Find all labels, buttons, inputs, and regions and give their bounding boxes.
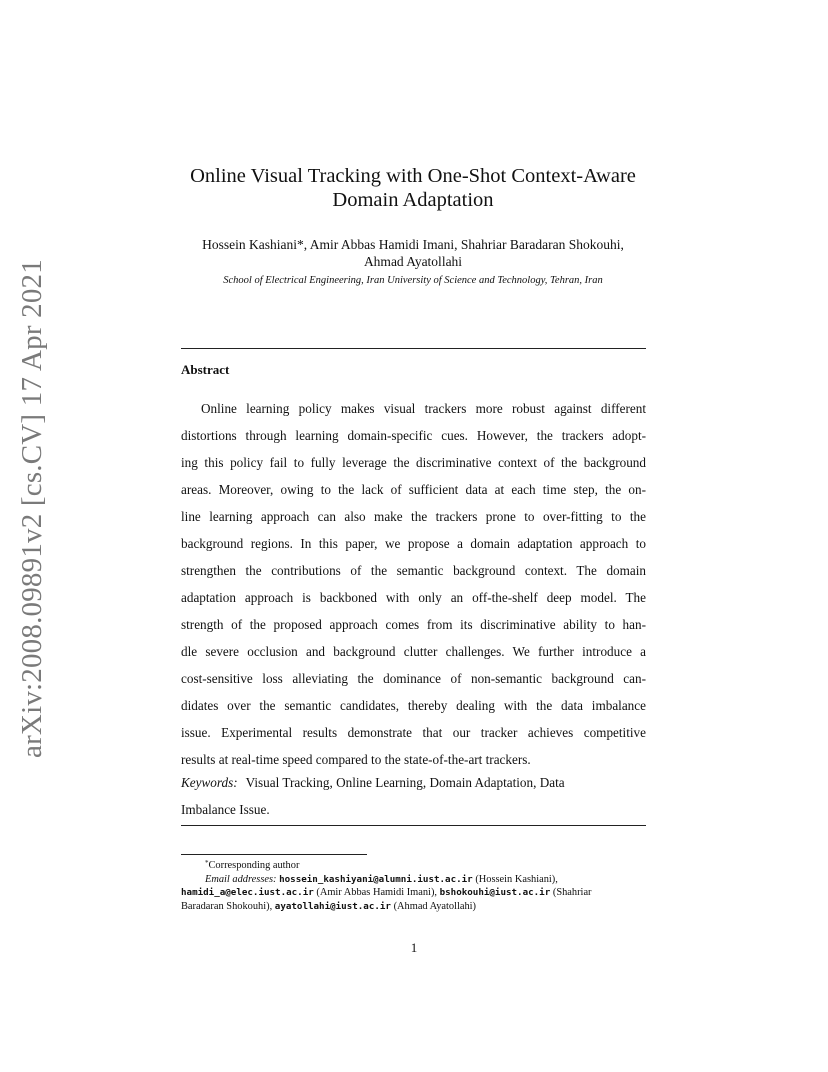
title-line: Online Visual Tracking with One-Shot Context-Aware xyxy=(190,165,636,187)
email-address[interactable]: ayatollahi@iust.ac.ir xyxy=(274,900,391,912)
footnotes xyxy=(181,857,646,913)
keywords-text: Visual Tracking, Online Learning, Domain Adaptation, Data xyxy=(245,775,565,790)
keywords-line xyxy=(181,769,646,796)
email-address[interactable]: bshokouhi@iust.ac.ir xyxy=(439,887,551,898)
email-owner: Baradaran Shokouhi), xyxy=(181,900,273,912)
abstract-bottom-rule xyxy=(181,825,646,826)
keywords-line: Imbalance Issue. xyxy=(181,802,270,817)
abstract-line: issue. Experimental results demonstrate that our tracker achieves competitive xyxy=(181,725,646,740)
keywords-label: Keywords: xyxy=(181,775,238,790)
email-line xyxy=(181,900,646,914)
keywords xyxy=(181,769,646,823)
abstract-line: results at real-time speed compared to the state-of-the-art trackers. xyxy=(181,752,531,767)
abstract-line: didates over the semantic candidates, thereby dealing with the data imbalance xyxy=(181,698,646,713)
corresponding-author-note xyxy=(181,857,646,873)
author-line: Ahmad Ayatollahi xyxy=(363,254,463,269)
abstract-heading: Abstract xyxy=(181,362,230,377)
email-owner: (Shahriar xyxy=(552,887,592,898)
abstract-line: Online learning policy makes visual trackers more robust against different xyxy=(201,401,646,416)
abstract-body xyxy=(181,395,646,773)
abstract-line: strength of the proposed approach comes from its discriminative ability to han- xyxy=(181,617,646,632)
email-line xyxy=(181,886,646,900)
footnote-mark: * xyxy=(205,859,209,867)
arxiv-identifier-stamp: arXiv:2008.09891v2 [cs.CV] 17 Apr 2021 xyxy=(16,259,48,758)
email-owner: (Hossein Kashiani), xyxy=(475,873,558,885)
author-list xyxy=(140,236,686,270)
abstract-line: line learning approach can also make the trackers prone to over-fitting to the xyxy=(181,509,646,524)
paper-title xyxy=(140,164,686,212)
email-address[interactable]: hossein_kashiyani@alumni.iust.ac.ir xyxy=(279,873,473,885)
page-number: 1 xyxy=(410,940,418,955)
corresponding-author-text: Corresponding author xyxy=(208,860,300,871)
title-line: Domain Adaptation xyxy=(332,189,494,211)
affiliation: School of Electrical Engineering, Iran University of Science and Technology, Tehran, Iran xyxy=(223,275,603,286)
abstract-line: adaptation approach is backboned with only an off-the-shelf deep model. The xyxy=(181,590,646,605)
footnote-rule xyxy=(181,854,367,855)
email-owner: (Ahmad Ayatollahi) xyxy=(393,900,477,912)
abstract-top-rule xyxy=(181,348,646,349)
abstract-line: distortions through learning domain-specific cues. However, the trackers adopt- xyxy=(181,428,646,443)
author-line: Hossein Kashiani*, Amir Abbas Hamidi Imani, Shahriar Baradaran Shokouhi, xyxy=(202,237,624,252)
abstract-line: dle severe occlusion and background clutter challenges. We further introduce a xyxy=(181,644,646,659)
abstract-line: strengthen the contributions of the semantic background context. The domain xyxy=(181,563,646,578)
abstract-line: areas. Moreover, owing to the lack of sufficient data at each time step, the on- xyxy=(181,482,646,497)
email-address[interactable]: hamidi_a@elec.iust.ac.ir xyxy=(181,887,314,898)
email-label: Email addresses: xyxy=(205,873,277,885)
abstract-line: cost-sensitive loss alleviating the dominance of non-semantic background can- xyxy=(181,671,646,686)
abstract-line: background regions. In this paper, we propose a domain adaptation approach to xyxy=(181,536,646,551)
email-line xyxy=(181,873,646,887)
abstract-line: ing this policy fail to fully leverage the discriminative context of the background xyxy=(181,455,646,470)
email-owner: (Amir Abbas Hamidi Imani), xyxy=(316,887,437,898)
